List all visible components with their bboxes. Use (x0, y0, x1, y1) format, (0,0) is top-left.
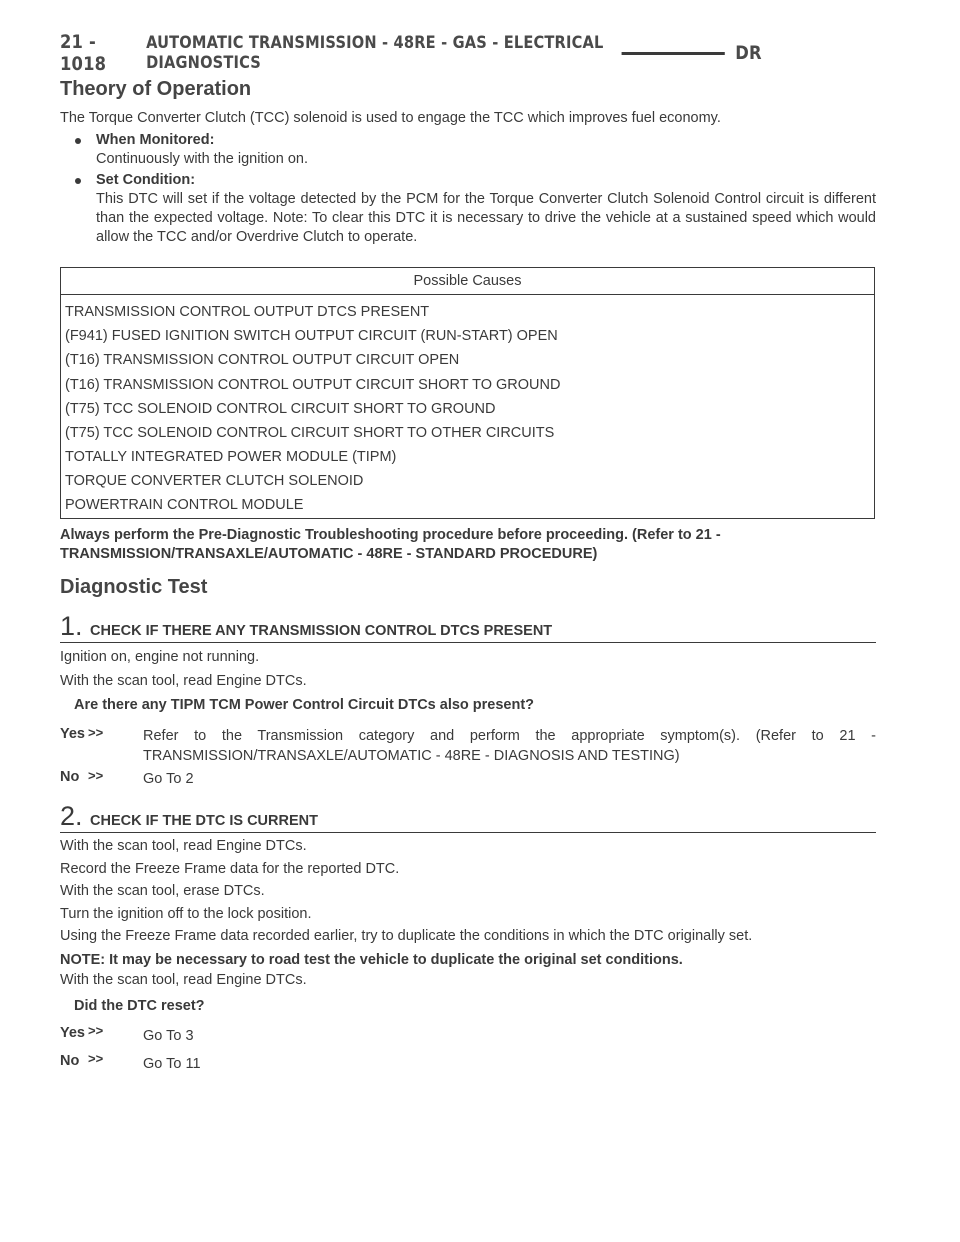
bullet-icon (75, 138, 81, 144)
header-rule (622, 52, 725, 55)
cause-row: (T75) TCC SOLENOID CONTROL CIRCUIT SHORT TO OTHER CIRCUITS (65, 425, 555, 441)
step-title: CHECK IF THE DTC IS CURRENT (90, 813, 318, 829)
cause-row: TORQUE CONVERTER CLUTCH SOLENOID (65, 473, 364, 489)
answer-no-text: Go To 2 (143, 771, 194, 787)
step-line: Ignition on, engine not running. (60, 649, 260, 665)
answer-arrow: >> (88, 1051, 104, 1066)
causes-header: Possible Causes (61, 268, 874, 295)
pre-diagnostic-note: Always perform the Pre-Diagnostic Troubleshooting procedure before proceeding. (Refer to 21 - TRANSMISSION/TRANSAXLE/AUTOMATIC - 48RE - STANDARD PROCEDURE) (60, 527, 721, 562)
step-line: Record the Freeze Frame data for the reported DTC. (60, 861, 400, 877)
step-line: Using the Freeze Frame data recorded earlier, try to duplicate the conditions in which the DTC originally set. (60, 928, 753, 944)
cause-row: TOTALLY INTEGRATED POWER MODULE (TIPM) (65, 449, 397, 465)
bullet-text: This DTC will set if the voltage detected by the PCM for the Torque Converter Clutch Solenoid Control circuit is different than the expected voltage. Note: To clear this DTC it is necessary to drive the vehicle at a sustained speed which would allow the TCC and/or Overdrive Clutch to operate. (96, 191, 876, 245)
cause-row: (F941) FUSED IGNITION SWITCH OUTPUT CIRCUIT (RUN-START) OPEN (65, 328, 558, 344)
step-line: Turn the ignition off to the lock position. (60, 906, 312, 922)
answer-no-label: No (60, 769, 80, 785)
bullet-when-monitored (96, 131, 876, 169)
theory-intro: The Torque Converter Clutch (TCC) solenoid is used to engage the TCC which improves fuel economy. (60, 110, 721, 126)
step-question: Did the DTC reset? (74, 998, 205, 1014)
step-line: With the scan tool, read Engine DTCs. (60, 673, 307, 689)
step-number: 1. (60, 611, 83, 641)
page-code: 21 - 1018 (60, 31, 107, 75)
bullet-icon (75, 178, 81, 184)
answer-yes-text: Go To 3 (143, 1028, 194, 1044)
answer-yes-label: Yes (60, 726, 85, 742)
bullet-label: Set Condition: (96, 172, 196, 188)
header-title: AUTOMATIC TRANSMISSION - 48RE - GAS - ELECTRICAL DIAGNOSTICS (146, 33, 604, 73)
bullet-label: When Monitored: (96, 132, 215, 148)
step-title: CHECK IF THERE ANY TRANSMISSION CONTROL DTCS PRESENT (90, 623, 553, 639)
answer-no-text: Go To 11 (143, 1056, 201, 1072)
answer-arrow: >> (88, 725, 104, 740)
bullet-text: Continuously with the ignition on. (96, 151, 308, 167)
theory-heading: Theory of Operation (60, 78, 252, 100)
bullet-set-condition (96, 171, 876, 247)
step-1-header (60, 612, 876, 643)
answer-arrow: >> (88, 1023, 104, 1038)
possible-causes-table (60, 267, 875, 519)
step-line: With the scan tool, erase DTCs. (60, 883, 265, 899)
answer-yes-text: Refer to the Transmission category and perform the appropriate symptom(s). (Refer to 21 - TRANSMISSION/TRANSAXLE/AUTOMATIC - 48RE - DIAGNOSIS AND TESTING) (143, 728, 876, 764)
answer-arrow: >> (88, 768, 104, 783)
cause-row: TRANSMISSION CONTROL OUTPUT DTCS PRESENT (65, 304, 430, 320)
step-line: With the scan tool, read Engine DTCs. (60, 972, 307, 988)
model-code: DR (735, 42, 762, 64)
cause-row: (T75) TCC SOLENOID CONTROL CIRCUIT SHORT TO GROUND (65, 401, 496, 417)
step-question: Are there any TIPM TCM Power Control Circuit DTCs also present? (74, 697, 535, 713)
cause-row: (T16) TRANSMISSION CONTROL OUTPUT CIRCUIT OPEN (65, 352, 460, 368)
cause-row: (T16) TRANSMISSION CONTROL OUTPUT CIRCUIT SHORT TO GROUND (65, 377, 561, 393)
answer-no-label: No (60, 1053, 80, 1069)
step-number: 2. (60, 801, 83, 831)
answer-yes-label: Yes (60, 1025, 85, 1041)
diagnostic-heading: Diagnostic Test (60, 576, 208, 598)
cause-row: POWERTRAIN CONTROL MODULE (65, 497, 304, 513)
step-note: NOTE: It may be necessary to road test the vehicle to duplicate the original set conditions. (60, 952, 683, 968)
step-line: With the scan tool, read Engine DTCs. (60, 838, 307, 854)
running-header (60, 31, 762, 75)
step-2-header (60, 802, 876, 833)
